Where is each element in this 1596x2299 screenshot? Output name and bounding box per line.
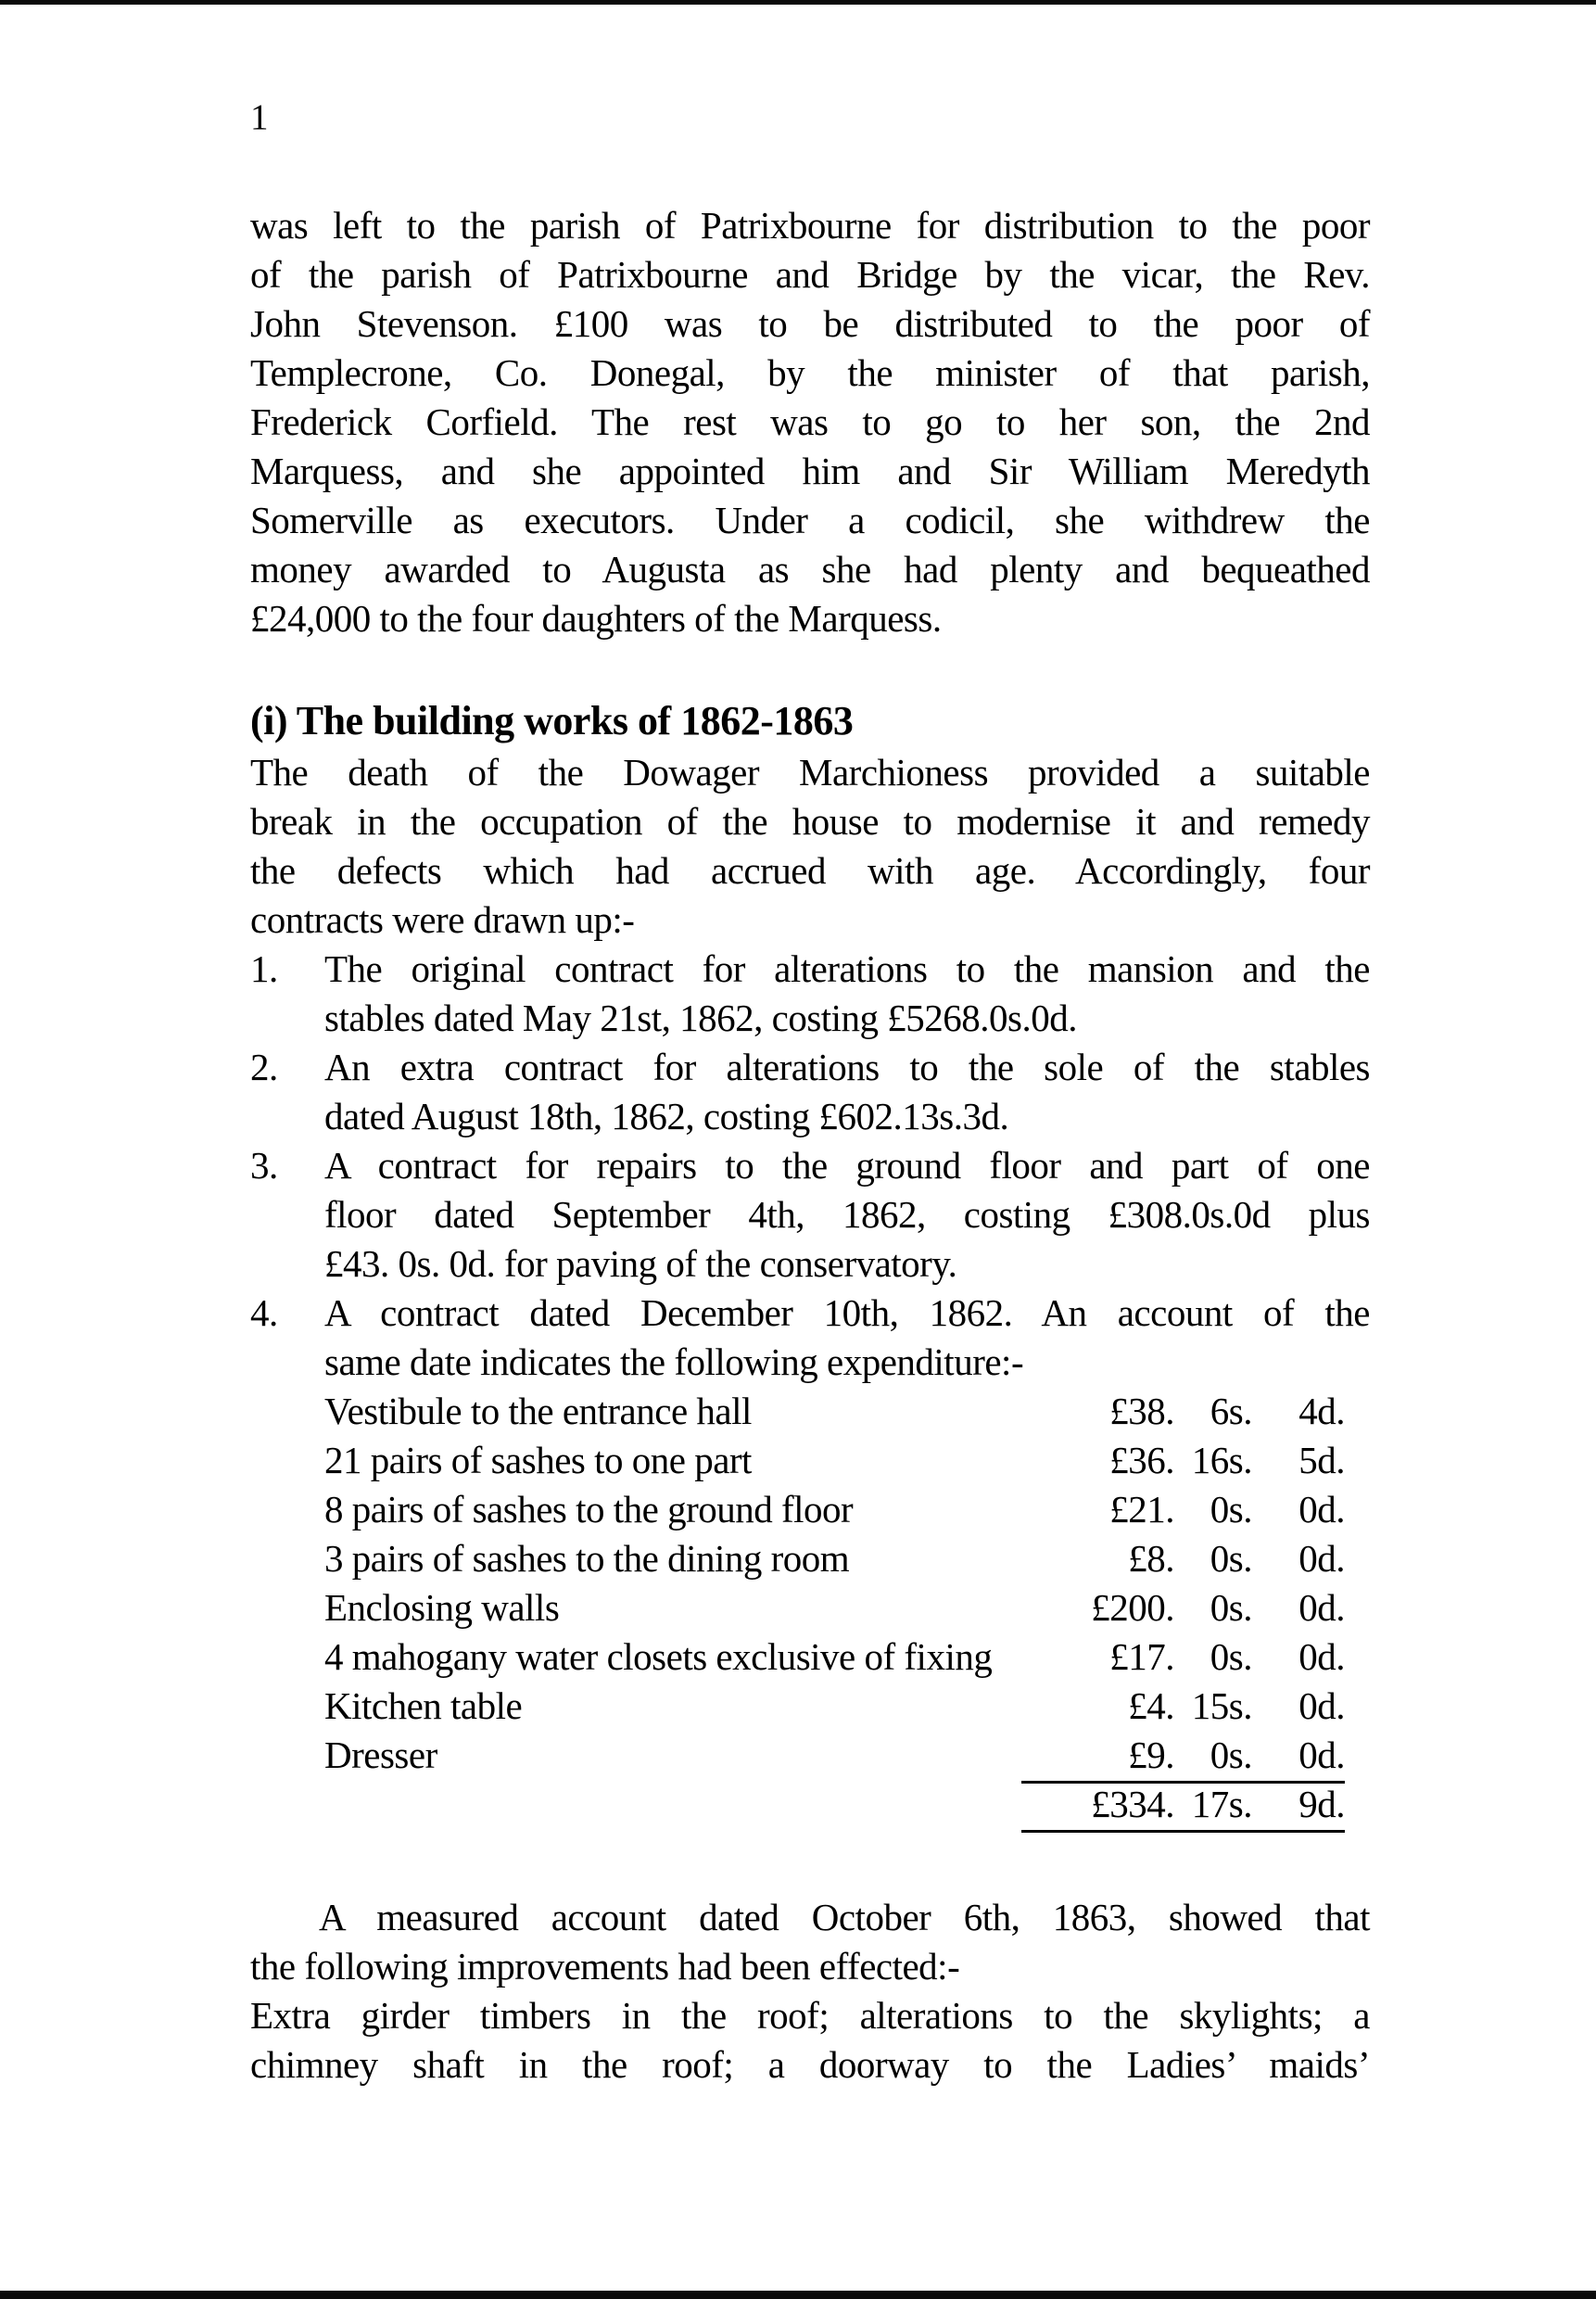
amount-pence: 0d. — [1298, 1734, 1345, 1776]
item-number: 2. — [250, 1046, 278, 1088]
amount-shillings: 0s. — [1210, 1635, 1252, 1678]
expenditure-row — [324, 1583, 1370, 1632]
amount-pounds: £8. — [1128, 1537, 1174, 1580]
text-line: the following improvements had been effected:- — [250, 1945, 960, 1988]
text-line: chimney shaft in the roof; a doorway to the Ladies’ maids’ — [250, 2043, 1370, 2086]
expenditure-amount — [1021, 1632, 1345, 1682]
amount-pence: 0d. — [1298, 1488, 1345, 1531]
text-line: Somerville as executors. Under a codicil, she withdrew the — [250, 499, 1370, 541]
section-heading: (i) The building works of 1862-1863 — [250, 698, 854, 743]
expenditure-amount — [1021, 1436, 1345, 1485]
expenditure-amount — [1021, 1731, 1345, 1784]
page-number: 1 — [250, 97, 268, 137]
amount-pounds: £200. — [1091, 1586, 1174, 1629]
text-line: Frederick Corfield. The rest was to go to her son, the 2nd — [250, 400, 1370, 443]
expenditure-amount — [1021, 1583, 1345, 1632]
contract-list — [250, 945, 1370, 1387]
text-line: break in the occupation of the house to modernise it and remedy — [250, 800, 1370, 843]
expenditure-amount — [1021, 1682, 1345, 1731]
opening-paragraph — [250, 201, 1370, 643]
expenditure-total-row — [324, 1780, 1370, 1832]
amount-pence: 0d. — [1298, 1684, 1345, 1727]
expenditure-label: Dresser — [324, 1734, 437, 1776]
item-number: 3. — [250, 1144, 278, 1187]
item-body — [324, 1141, 1370, 1289]
amount-pounds: £4. — [1128, 1684, 1174, 1727]
amount-shillings: 0s. — [1210, 1537, 1252, 1580]
expenditure-row — [324, 1731, 1370, 1780]
text-line: money awarded to Augusta as she had plenty and bequeathed — [250, 548, 1370, 591]
text-line: £43. 0s. 0d. for paving of the conservatory. — [324, 1242, 957, 1285]
expenditure-total-amount — [1021, 1780, 1345, 1833]
measured-account-paragraph — [250, 1893, 1370, 1991]
contract-item — [250, 1141, 1370, 1289]
item-body — [324, 945, 1370, 1043]
expenditure-label: 21 pairs of sashes to one part — [324, 1439, 752, 1481]
improvements-paragraph — [250, 1991, 1370, 2089]
expenditure-label: 3 pairs of sashes to the dining room — [324, 1537, 850, 1580]
item-body — [324, 1043, 1370, 1141]
amount-pounds: £38. — [1109, 1390, 1174, 1432]
amount-pounds: £17. — [1109, 1635, 1174, 1678]
text-line: A contract for repairs to the ground floor and part of one — [324, 1144, 1370, 1187]
expenditure-label: 4 mahogany water closets exclusive of fixing — [324, 1635, 993, 1678]
page — [250, 93, 1370, 2089]
expenditure-row — [324, 1485, 1370, 1534]
text-line: Marquess, and she appointed him and Sir William Meredyth — [250, 450, 1370, 492]
text-line: the defects which had accrued with age. Accordingly, four — [250, 849, 1370, 892]
expenditure-row — [324, 1534, 1370, 1583]
text-line: Extra girder timbers in the roof; alterations to the skylights; a — [250, 1994, 1370, 2037]
text-line: A measured account dated October 6th, 1863, showed that — [319, 1896, 1370, 1938]
amount-pence: 0d. — [1298, 1537, 1345, 1580]
amount-pence: 0d. — [1298, 1586, 1345, 1629]
contracts-intro-paragraph — [250, 748, 1370, 945]
amount-pounds: £9. — [1128, 1734, 1174, 1776]
text-line: contracts were drawn up:- — [250, 898, 635, 941]
expenditure-row — [324, 1632, 1370, 1682]
page-top-edge — [0, 0, 1596, 5]
expenditure-label: Vestibule to the entrance hall — [324, 1390, 752, 1432]
expenditure-amount — [1021, 1534, 1345, 1583]
expenditure-label: Enclosing walls — [324, 1586, 560, 1629]
text-line: floor dated September 4th, 1862, costing £308.0s.0d plus — [324, 1193, 1370, 1236]
amount-shillings: 0s. — [1210, 1488, 1252, 1531]
text-line: dated August 18th, 1862, costing £602.13s.3d. — [324, 1095, 1009, 1137]
text-line: The original contract for alterations to the mansion and the — [324, 947, 1370, 990]
amount-pounds: £36. — [1109, 1439, 1174, 1481]
item-body — [324, 1289, 1370, 1387]
amount-shillings: 0s. — [1210, 1734, 1252, 1776]
item-number: 1. — [250, 947, 278, 990]
amount-shillings: 17s. — [1191, 1783, 1252, 1825]
amount-pence: 9d. — [1298, 1783, 1345, 1825]
amount-shillings: 6s. — [1210, 1390, 1252, 1432]
text-line: stables dated May 21st, 1862, costing £5268.0s.0d. — [324, 997, 1078, 1039]
page-bottom-edge — [0, 2291, 1596, 2299]
text-line: £24,000 to the four daughters of the Marquess. — [250, 597, 942, 640]
expenditure-amount — [1021, 1485, 1345, 1534]
text-line: An extra contract for alterations to the sole of the stables — [324, 1046, 1370, 1088]
text-line: The death of the Dowager Marchioness provided a suitable — [250, 751, 1370, 794]
expenditure-table — [324, 1387, 1370, 1832]
text-line: was left to the parish of Patrixbourne for distribution to the poor — [250, 204, 1370, 247]
item-number: 4. — [250, 1291, 278, 1334]
expenditure-amount — [1021, 1387, 1345, 1436]
amount-shillings: 0s. — [1210, 1586, 1252, 1629]
amount-pounds: £334. — [1091, 1783, 1174, 1825]
amount-pence: 0d. — [1298, 1635, 1345, 1678]
expenditure-label: Kitchen table — [324, 1684, 523, 1727]
amount-pence: 4d. — [1298, 1390, 1345, 1432]
contract-item — [250, 1043, 1370, 1141]
expenditure-label: 8 pairs of sashes to the ground floor — [324, 1488, 854, 1531]
text-line: John Stevenson. £100 was to be distributed to the poor of — [250, 302, 1370, 345]
amount-shillings: 16s. — [1191, 1439, 1252, 1481]
text-line: same date indicates the following expenditure:- — [324, 1340, 1024, 1383]
amount-pence: 5d. — [1298, 1439, 1345, 1481]
text-line: A contract dated December 10th, 1862. An account of the — [324, 1291, 1370, 1334]
expenditure-row — [324, 1387, 1370, 1436]
amount-pounds: £21. — [1109, 1488, 1174, 1531]
contract-item — [250, 945, 1370, 1043]
expenditure-row — [324, 1436, 1370, 1485]
text-line: Templecrone, Co. Donegal, by the minister of that parish, — [250, 351, 1370, 394]
expenditure-row — [324, 1682, 1370, 1731]
text-line: of the parish of Patrixbourne and Bridge by the vicar, the Rev. — [250, 253, 1370, 296]
contract-item — [250, 1289, 1370, 1387]
amount-shillings: 15s. — [1191, 1684, 1252, 1727]
